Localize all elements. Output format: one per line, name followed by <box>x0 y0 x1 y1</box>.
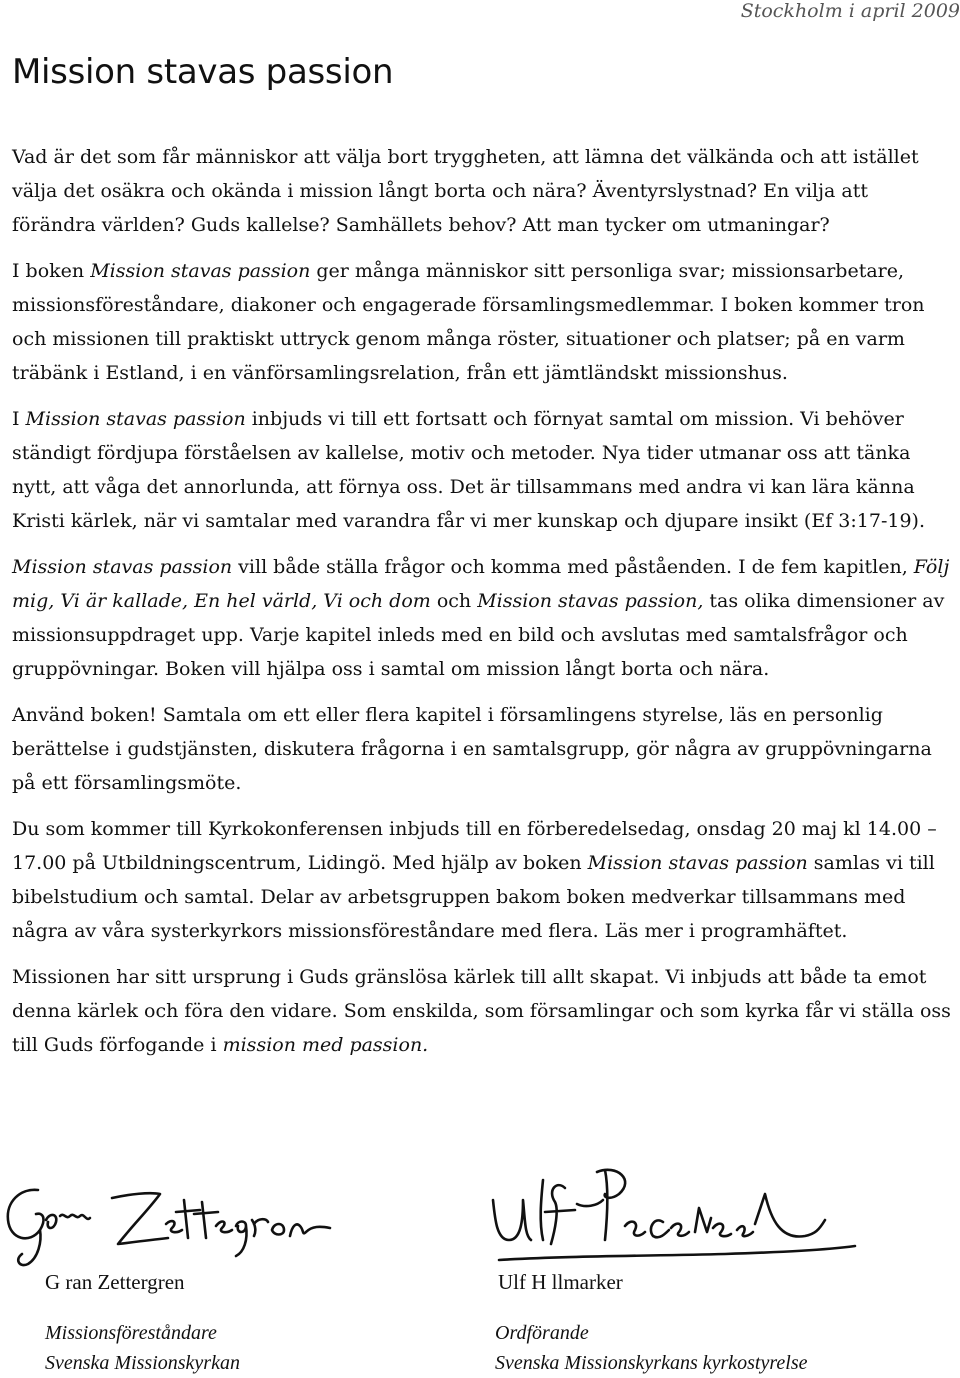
handwritten-signature-left <box>0 1160 400 1270</box>
paragraph-3-text: I <box>12 408 26 430</box>
signatory-right <box>485 1160 925 1374</box>
paragraph-4-text: vill både ställa frågor och komma med påståenden. I de fem kapitlen, <box>232 556 914 578</box>
paragraph-4 <box>12 550 952 686</box>
dateline: Stockholm i april 2009 <box>740 0 960 22</box>
signatory-right-org: Svenska Missionskyrkans kyrkostyrelse <box>495 1352 808 1374</box>
signatory-right-role-block <box>495 1318 808 1378</box>
paragraph-7-text: Missionen har sitt ursprung i Guds gränslösa kärlek till allt skapat. Vi inbjuds att både ta emot denna kärlek och föra den vidare. Som enskilda, som församlingar och som kyrka får vi ställa oss till Guds förfogande i <box>12 966 951 1056</box>
handwritten-signature-right <box>485 1160 905 1270</box>
paragraph-3-text: inbjuds vi till ett fortsatt och förnyat samtal om mission. Vi behöver ständigt fördjupa förståelsen av kallelse, motiv och metoder. Nya tider utmanar oss att tänka nytt, att våga det annorlunda, att förnya oss. Det är tillsammans med andra vi kan lära känna Kristi kärlek, när vi samtalar med varandra får vi mer kunskap och djupare insikt (Ef 3:17-19). <box>12 408 925 532</box>
paragraph-7 <box>12 960 952 1062</box>
paragraph-2-text: I boken <box>12 260 91 282</box>
paragraph-4-text: tas olika dimensioner av missionsuppdraget upp. Varje kapitel inleds med en bild och avslutas med samtalsfrågor och gruppövningar. Boken vill hjälpa oss i samtal om mission långt borta och nära. <box>12 590 945 680</box>
chapter-titles: Följ mig, Vi är kallade, En hel värld, Vi och dom <box>12 556 950 612</box>
paragraph-2-text: ger många människor sitt personliga svar; missionsarbetare, missionsföreståndare, diakoner och engagerade församlingsmedlemmar. I boken kommer tron och missionen till praktiskt uttryck genom många röster, situationer och platser; på en varm träbänk i Estland, i en vänförsamlingsrelation, från ett jämtländskt missionshus. <box>12 260 925 384</box>
signatory-left-role-block <box>45 1318 240 1378</box>
letter-body <box>12 140 952 1074</box>
signatory-left-org: Svenska Missionskyrkan <box>45 1352 240 1374</box>
chapter-title: Mission stavas passion, <box>477 590 704 612</box>
closing-phrase: mission med passion. <box>222 1034 429 1056</box>
paragraph-6 <box>12 812 952 948</box>
signatory-right-role: Ordförande <box>495 1322 589 1344</box>
signature-block <box>0 1160 960 1375</box>
page-title: Mission stavas passion <box>12 52 394 92</box>
paragraph-6-text: Du som kommer till Kyrkokonferensen inbjuds till en förberedelsedag, onsdag 20 maj kl 14.00 – 17.00 på Utbildningscentrum, Lidingö. Med hjälp av boken <box>12 818 937 874</box>
signatory-left <box>0 1160 420 1374</box>
paragraph-3 <box>12 402 952 538</box>
book-title: Mission stavas passion <box>587 852 808 874</box>
book-title: Mission stavas passion <box>90 260 311 282</box>
paragraph-4-text: och <box>430 590 478 612</box>
paragraph-2 <box>12 254 952 390</box>
paragraph-6-text: samlas vi till bibelstudium och samtal. Delar av arbetsgruppen bakom boken medverkar tillsammans med några av våra systerkyrkors missionsföreståndare med flera. Läs mer i programhäftet. <box>12 852 935 942</box>
signatory-left-role: Missionsföreståndare <box>45 1322 217 1344</box>
paragraph-1: Vad är det som får människor att välja bort tryggheten, att lämna det välkända och att istället välja det osäkra och okända i mission långt borta och nära? Äventyrslystnad? En vilja att förändra världen? Guds kallelse? Samhällets behov? Att man tycker om utmaningar? <box>12 146 919 236</box>
signatory-left-name: G ran Zettergren <box>45 1270 185 1294</box>
paragraph-5: Använd boken! Samtala om ett eller flera kapitel i församlingens styrelse, läs en personlig berättelse i gudstjänsten, diskutera frågorna i en samtalsgrupp, gör några av gruppövningarna på ett församlingsmöte. <box>12 704 932 794</box>
signatory-right-name: Ulf H llmarker <box>498 1270 623 1294</box>
book-title: Mission stavas passion <box>25 408 246 430</box>
book-title: Mission stavas passion <box>12 556 233 578</box>
